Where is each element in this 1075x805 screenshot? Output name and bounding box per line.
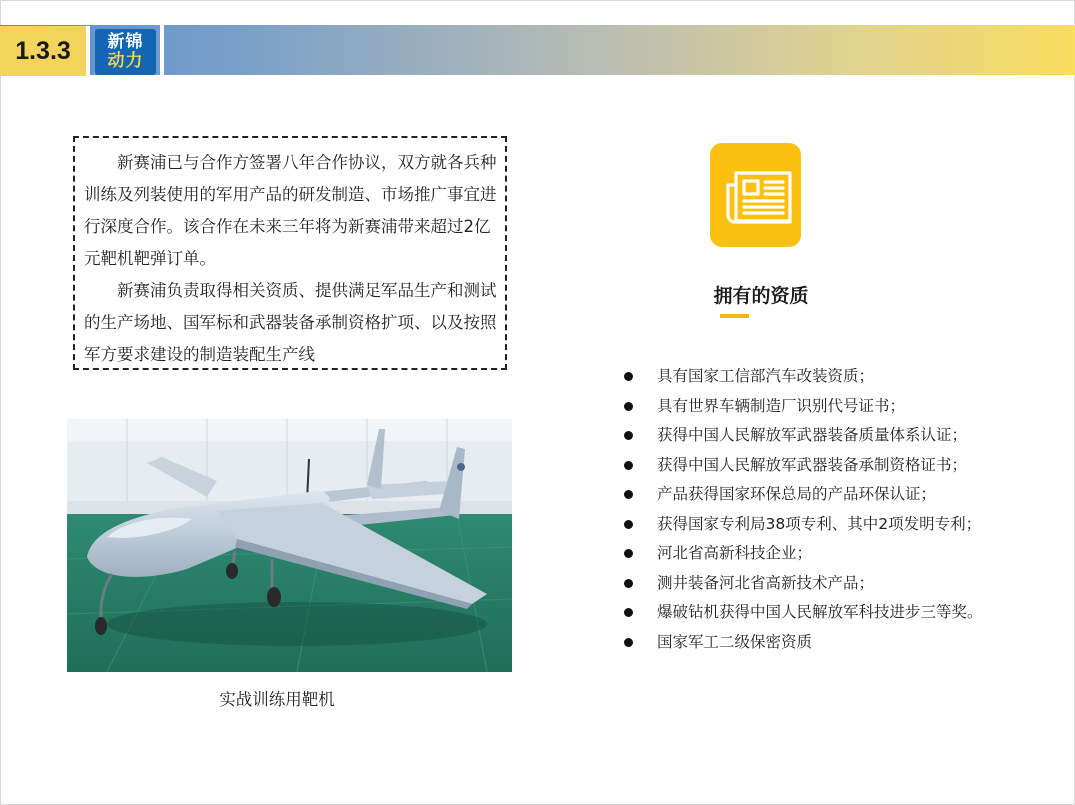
list-item [624, 421, 983, 451]
bullet-icon [624, 608, 633, 617]
list-item [624, 539, 983, 569]
list-item-text: 国家军工二级保密资质 [657, 632, 813, 651]
bullet-icon [624, 402, 633, 411]
title-underline [720, 314, 749, 318]
newspaper-icon [710, 143, 801, 247]
list-item [624, 598, 983, 628]
list-item-text: 获得中国人民解放军武器装备承制资格证书； [657, 455, 968, 474]
newspaper-icon-glyph [710, 143, 801, 247]
list-item-text: 获得中国人民解放军武器装备质量体系认证； [657, 426, 968, 444]
intro-text-box [73, 136, 507, 370]
list-item-text: 河北省高新科技企业； [657, 544, 813, 562]
bullet-icon [624, 520, 633, 529]
bullet-icon [624, 461, 633, 470]
list-item-text: 具有世界车辆制造厂识别代号证书； [657, 396, 906, 415]
bullet-icon [624, 490, 633, 499]
header-separator [160, 25, 164, 76]
bullet-icon [624, 549, 633, 558]
company-logo [95, 29, 156, 75]
section-number: 1.3.3 [0, 26, 90, 76]
bullet-icon [624, 638, 633, 647]
list-item [624, 569, 983, 599]
list-item [624, 362, 983, 392]
intro-paragraph: 新赛浦负责取得相关资质、提供满足军品生产和测试的生产场地、国军标和武器装备承制资格扩项、以及按照军方要求建设的制造装配生产线 [84, 281, 497, 364]
list-item-text: 获得国家专利局38项专利、其中2项发明专利； [657, 514, 982, 533]
list-item-text: 产品获得国家环保总局的产品环保认证； [657, 485, 937, 503]
list-item-text: 测井装备河北省高新技术产品； [657, 573, 875, 592]
qualifications-list [624, 362, 983, 657]
list-item [624, 480, 983, 510]
intro-paragraph: 新赛浦已与合作方签署八年合作协议，双方就各兵种训练及列装使用的军用产品的研发制造、市场推广事宜进行深度合作。该合作在未来三年将为新赛浦带来超过2亿元靶机靶弹订单。 [84, 153, 497, 268]
list-item [624, 628, 983, 658]
list-item-text: 具有国家工信部汽车改装资质； [657, 367, 875, 385]
bullet-icon [624, 431, 633, 440]
logo-text-top: 新锦 [107, 32, 144, 52]
logo-text-bottom: 动力 [107, 51, 144, 71]
bullet-icon [624, 372, 633, 381]
list-item [624, 451, 983, 481]
list-item [624, 510, 983, 540]
qualifications-title: 拥有的资质 [713, 285, 809, 307]
bullet-icon [624, 579, 633, 588]
photo-caption: 实战训练用靶机 [219, 690, 335, 709]
target-drone-image [67, 419, 512, 672]
target-drone-photo [67, 419, 512, 672]
list-item [624, 392, 983, 422]
list-item-text: 爆破钻机获得中国人民解放军科技进步三等奖。 [657, 603, 983, 621]
